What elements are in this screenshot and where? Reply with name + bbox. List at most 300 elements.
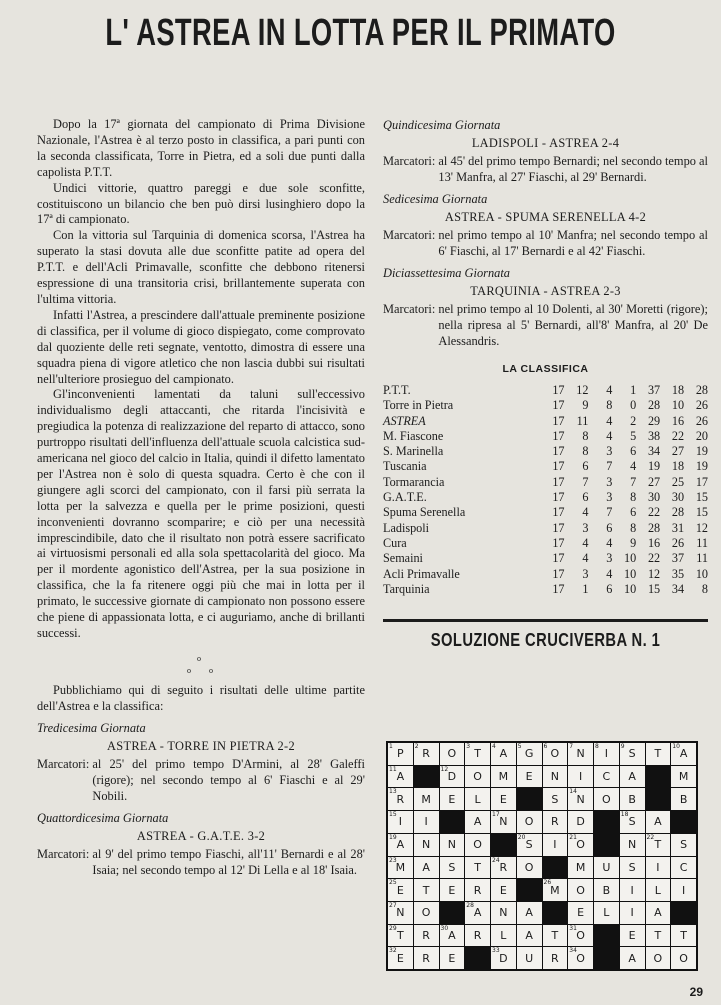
crossword-cell xyxy=(568,925,593,947)
crossword-letter: A xyxy=(628,951,636,965)
standings-value: 10 xyxy=(671,398,685,413)
standings-row xyxy=(383,459,708,474)
standings-value: 12 xyxy=(695,520,708,535)
matchday-title: Sedicesima Giornata xyxy=(383,192,488,206)
crossword-cell xyxy=(543,925,568,947)
crossword-cell xyxy=(671,857,696,879)
crossword-letter: E xyxy=(628,928,636,942)
crossword-clue-number: 9 xyxy=(620,743,625,750)
crossword-cell xyxy=(465,857,490,879)
crossword-cell xyxy=(388,743,413,765)
crossword-letter: L xyxy=(474,792,481,806)
standings-value: 17 xyxy=(552,398,565,413)
crossword-letter: I xyxy=(656,860,660,874)
crossword-letter: L xyxy=(654,883,661,897)
crossword-cell xyxy=(465,879,490,901)
scorers-label: Marcatori: xyxy=(37,846,90,861)
crossword-black-cell xyxy=(491,834,516,856)
crossword-black-cell xyxy=(414,766,439,788)
crossword-letter: T xyxy=(680,928,687,942)
standings-value: 38 xyxy=(647,428,661,443)
standings-value: 6 xyxy=(630,505,637,520)
scorers-text: nel primo tempo al 10' Manfra; nel secondo tempo al 6' Fiaschi, al 17' Bernardi e al 42' Fiaschi. xyxy=(438,228,708,258)
standings-value: 4 xyxy=(606,413,613,428)
standings-value: 17 xyxy=(552,581,565,596)
match-result: ASTREA - TORRE IN PIETRA 2-2 xyxy=(107,738,295,753)
crossword-cell xyxy=(388,925,413,947)
match-report xyxy=(383,265,708,349)
crossword-letter: A xyxy=(499,747,508,761)
standings-value: 20 xyxy=(695,428,708,443)
crossword-cell xyxy=(568,743,593,765)
standings-value: 10 xyxy=(624,551,637,566)
crossword-cell xyxy=(620,766,645,788)
page-number: 29 xyxy=(689,985,703,999)
crossword-letter: N xyxy=(576,792,585,806)
right-column xyxy=(383,117,708,651)
crossword-letter: E xyxy=(448,792,456,806)
crossword-cell xyxy=(620,857,645,879)
standings-value: 35 xyxy=(671,566,685,581)
standings-row xyxy=(383,475,708,490)
crossword-clue-number: 1 xyxy=(389,743,393,750)
standings-value: 17 xyxy=(552,551,565,566)
crossword-cell xyxy=(414,879,439,901)
crossword-cell xyxy=(517,834,542,856)
crossword-cell xyxy=(646,811,671,833)
crossword-cell xyxy=(620,788,645,810)
crossword-cell xyxy=(465,743,490,765)
crossword-cell xyxy=(646,879,671,901)
crossword-letter: M xyxy=(678,770,689,784)
crossword-clue-number: 10 xyxy=(672,743,680,750)
article-body xyxy=(37,117,365,642)
crossword-letter: N xyxy=(499,815,508,829)
standings-value: 3 xyxy=(606,474,613,489)
crossword-clue-number: 27 xyxy=(389,901,397,909)
crossword-letter: A xyxy=(525,906,533,920)
crossword-cell xyxy=(646,925,671,947)
standings-value: 10 xyxy=(624,566,637,581)
crossword-clue-number: 18 xyxy=(620,811,629,819)
crossword-letter: T xyxy=(474,747,481,761)
scorers xyxy=(37,846,365,878)
crossword-letter: O xyxy=(524,860,534,874)
crossword-letter: O xyxy=(421,906,431,920)
crossword-cell xyxy=(465,766,490,788)
crossword-letter: O xyxy=(447,747,457,761)
standings-value: 8 xyxy=(582,428,589,443)
crossword-black-cell xyxy=(517,879,542,901)
crossword-cell xyxy=(491,925,516,947)
match-report xyxy=(383,117,708,185)
crossword-cell xyxy=(414,857,439,879)
crossword-clue-number: 4 xyxy=(492,743,496,750)
crossword-cell xyxy=(465,902,490,924)
standings-value: 17 xyxy=(552,383,565,397)
scorers-label: Marcatori: xyxy=(37,756,90,771)
team-name: Semaini xyxy=(383,551,423,566)
standings-value: 30 xyxy=(647,490,661,505)
crossword-letter: U xyxy=(602,860,611,874)
standings-value: 4 xyxy=(606,566,613,581)
standings-value: 9 xyxy=(582,398,589,413)
article-paragraph: Gl'inconvenienti lamentati da taluni sull'eccessivo individualismo degli attaccanti, che ritarda l'incisività e pregiudica la potenza di realizzazione del reparto di attacco, sono purtroppo risultati dell'influenza dell'attuale scuola calcistica sud-americana nel gioco del calcio in Italia, quindi il difetto lamentato per l'Astrea non è solo di questa squadra. Certo è che con il giungere agli scorci del campionato, con il farsi più serrata la lotta per la salvezza e quella per le prime posizioni, questi inconvenienti dovranno scomparire; e ciò per una necessità imprescindibile, dato che il risultato non potrà essere sacrificato ai virtuosismi personali ed alla sola spettacolarità del gioco. Ma per il mordente agonistico dell'Astrea, per la sua posizione in classifica, che la fa ritenere oggi più che mai in lotta per il primato, le successive giornate di campionato non possono essere che piene di appassionata lotta, e ci auguriamo, anche di brillanti successi. xyxy=(37,387,365,640)
standings-row xyxy=(383,551,708,566)
crossword-clue-number: 2 xyxy=(414,743,419,750)
standings-value: 4 xyxy=(582,535,589,550)
standings-value: 22 xyxy=(671,428,685,443)
scorers-label: Marcatori: xyxy=(383,302,436,316)
crossword-black-cell xyxy=(594,925,619,947)
crossword-cell xyxy=(388,947,413,969)
crossword-cell xyxy=(671,788,696,810)
crossword-cell xyxy=(568,857,593,879)
standings-row xyxy=(383,444,708,459)
crossword-cell xyxy=(671,879,696,901)
crossword-clue-number: 29 xyxy=(389,924,397,932)
crossword-letter: N xyxy=(628,838,637,852)
crossword-cell xyxy=(620,947,645,969)
crossword-letter: R xyxy=(499,860,508,874)
crossword-cell xyxy=(440,857,465,879)
crossword-letter: R xyxy=(422,747,430,761)
crossword-cell xyxy=(414,788,439,810)
crossword-letter: M xyxy=(550,883,560,897)
crossword-clue-number: 19 xyxy=(389,833,397,841)
team-name: Cura xyxy=(383,535,407,550)
crossword-cell xyxy=(594,766,619,788)
crossword-cell xyxy=(440,834,465,856)
crossword-letter: O xyxy=(550,747,560,761)
crossword-cell xyxy=(517,925,542,947)
crossword-cell xyxy=(568,766,593,788)
separator-dot: o xyxy=(197,653,201,663)
standings-value: 22 xyxy=(647,505,661,520)
crossword-letter: U xyxy=(525,951,534,965)
left-column xyxy=(37,117,365,878)
crossword-cell xyxy=(491,947,516,969)
standings-value: 34 xyxy=(647,444,661,459)
crossword-letter: E xyxy=(396,883,404,897)
crossword-cell xyxy=(620,743,645,765)
crossword-black-cell xyxy=(465,947,490,969)
scorers-text: al 45' del primo tempo Bernardi; nel secondo tempo al 13' Manfra, al 27' Fiaschi, al 29' Bernardi. xyxy=(438,154,708,184)
crossword-letter: O xyxy=(473,838,482,852)
crossword-cell xyxy=(646,857,671,879)
crossword-letter: A xyxy=(473,815,482,829)
crossword-letter: D xyxy=(499,951,508,965)
crossword-grid xyxy=(386,741,698,971)
team-name: Torre in Pietra xyxy=(383,398,454,413)
standings-value: 2 xyxy=(630,413,637,428)
crossword-clue-number: 33 xyxy=(492,947,500,955)
crossword-cell xyxy=(543,834,568,856)
crossword-letter: R xyxy=(396,792,405,806)
standings-value: 12 xyxy=(576,383,589,397)
standings-value: 8 xyxy=(630,520,637,535)
standings-value: 11 xyxy=(696,535,708,550)
crossword-letter: A xyxy=(654,815,662,829)
standings-value: 17 xyxy=(552,428,565,443)
crossword-letter: M xyxy=(498,770,509,784)
standings-value: 8 xyxy=(630,490,637,505)
standings-value: 16 xyxy=(671,413,685,428)
crossword-clue-number: 30 xyxy=(440,924,449,932)
scorers xyxy=(383,227,708,259)
crossword-clue-number: 5 xyxy=(517,743,522,750)
crossword-letter: O xyxy=(576,951,585,965)
crossword-letter: S xyxy=(448,860,456,874)
scorers xyxy=(37,756,365,804)
match-result: LADISPOLI - ASTREA 2-4 xyxy=(471,136,620,150)
standings-value: 17 xyxy=(552,474,565,489)
matchday-title: Quattordicesima Giornata xyxy=(37,810,169,825)
crossword-cell xyxy=(491,766,516,788)
crossword-clue-number: 7 xyxy=(569,743,574,750)
crossword-cell xyxy=(388,902,413,924)
standings-value: 37 xyxy=(647,383,661,397)
crossword-cell xyxy=(671,947,696,969)
standings-value: 28 xyxy=(695,383,708,397)
crossword-letter: I xyxy=(630,906,634,920)
crossword-cell xyxy=(594,879,619,901)
standings-value: 19 xyxy=(647,459,661,474)
crossword-letter: A xyxy=(448,928,456,942)
crossword-black-cell xyxy=(440,902,465,924)
crossword-clue-number: 17 xyxy=(492,811,500,819)
crossword-cell xyxy=(594,857,619,879)
standings-table xyxy=(383,383,708,597)
crossword-letter: E xyxy=(525,770,533,784)
crossword-cell xyxy=(388,788,413,810)
match-report xyxy=(37,720,365,804)
crossword-cell xyxy=(620,811,645,833)
section-rule xyxy=(383,619,708,622)
scorers-text: nel primo tempo al 10 Dolenti, al 30' Moretti (rigore); nella ripresa al 5' Bernardi, all'8' Manfra, al 20' De Alessandris. xyxy=(438,302,708,348)
crossword-cell xyxy=(594,902,619,924)
crossword-cell xyxy=(491,902,516,924)
crossword-clue-number: 24 xyxy=(492,856,500,864)
standings-value: 31 xyxy=(671,520,685,535)
crossword-cell xyxy=(491,788,516,810)
crossword-cell xyxy=(491,857,516,879)
standings-value: 7 xyxy=(606,505,613,520)
crossword-cell xyxy=(491,811,516,833)
article-paragraph: Infatti l'Astrea, a prescindere dall'attuale preminente posizione di classifica, per il volume di gioco dispiegato, come comprovato dal quoziente delle reti segnate, ventotto, dimostra di essere una squadra piena di vigore atletico che non lascia dubbi sui risultati nell'ulteriore prosieguo del campionato. xyxy=(37,307,365,386)
team-name: Tormarancia xyxy=(383,474,445,489)
crossword-letter: N xyxy=(576,747,585,761)
crossword-letter: E xyxy=(499,792,507,806)
standings-value: 3 xyxy=(606,490,613,505)
crossword-letter: N xyxy=(422,838,431,852)
crossword-letter: D xyxy=(447,770,457,784)
crossword-cell xyxy=(414,834,439,856)
crossword-cell xyxy=(491,879,516,901)
crossword-cell xyxy=(671,834,696,856)
crossword-letter: G xyxy=(524,747,534,761)
crossword-letter: C xyxy=(602,770,611,784)
crossword-cell xyxy=(543,811,568,833)
crossword-cell xyxy=(414,902,439,924)
crossword-cell xyxy=(465,925,490,947)
standings-value: 7 xyxy=(630,474,637,489)
team-name: G.A.T.E. xyxy=(383,490,427,505)
crossword-letter: R xyxy=(422,951,430,965)
crossword-cell xyxy=(594,743,619,765)
standings-value: 11 xyxy=(696,551,708,566)
crossword-clue-number: 11 xyxy=(389,765,397,773)
crossword-clue-number: 32 xyxy=(389,947,397,955)
crossword-letter: R xyxy=(551,815,559,829)
scorers-label: Marcatori: xyxy=(383,228,436,242)
crossword-letter: T xyxy=(551,928,559,942)
standings-title: LA CLASSIFICA xyxy=(502,363,589,375)
crossword-letter: O xyxy=(602,792,611,806)
crossword-clue-number: 14 xyxy=(569,788,577,796)
standings-row xyxy=(383,414,708,429)
crossword-letter: L xyxy=(500,928,507,942)
crossword-cell xyxy=(620,925,645,947)
crossword-letter: N xyxy=(396,906,405,920)
crossword-cell xyxy=(568,834,593,856)
crossword-cell xyxy=(440,766,465,788)
standings-value: 17 xyxy=(552,459,565,474)
crossword-cell xyxy=(465,788,490,810)
crossword-cell xyxy=(491,743,516,765)
crossword-clue-number: 15 xyxy=(389,811,397,819)
crossword-cell xyxy=(568,902,593,924)
crossword-letter: N xyxy=(550,770,559,784)
article-paragraph: Con la vittoria sul Tarquinia di domenica scorsa, l'Astrea ha superato la stasi dovuta alle due sconfitte patite ad opera del P.T.T. e dell'Acli Primavalle, sconfitte che debbono ritenersi espressione di una transitoria crisi, brillantemente superata con l'ultima vittoria. xyxy=(37,228,365,306)
crossword-letter: A xyxy=(654,906,662,920)
matchday-title: Tredicesima Giornata xyxy=(37,720,146,735)
standings-value: 17 xyxy=(695,474,708,489)
crossword-title: SOLUZIONE CRUCIVERBA N. 1 xyxy=(430,630,661,651)
standings-value: 18 xyxy=(671,459,685,474)
crossword-cell xyxy=(440,743,465,765)
crossword-letter: N xyxy=(447,838,456,852)
standings-value: 28 xyxy=(647,398,661,413)
crossword-cell xyxy=(646,902,671,924)
team-name: P.T.T. xyxy=(383,383,411,397)
crossword-cell xyxy=(388,766,413,788)
team-name: Acli Primavalle xyxy=(383,566,460,581)
separator-dot: o xyxy=(209,665,213,675)
standings-row xyxy=(383,567,708,582)
crossword-cell xyxy=(414,925,439,947)
crossword-letter: E xyxy=(577,906,585,920)
team-name: M. Fiascone xyxy=(383,428,444,443)
crossword-letter: M xyxy=(395,860,406,874)
crossword-letter: O xyxy=(524,815,534,829)
crossword-letter: A xyxy=(525,928,533,942)
standings-value: 26 xyxy=(695,413,708,428)
standings-value: 29 xyxy=(647,413,661,428)
standings-row xyxy=(383,429,708,444)
crossword-cell xyxy=(568,811,593,833)
crossword-cell xyxy=(517,902,542,924)
crossword-letter: I xyxy=(398,815,402,829)
team-name: Spuma Serenella xyxy=(383,505,466,520)
crossword-cell xyxy=(517,947,542,969)
crossword-letter: C xyxy=(679,860,688,874)
crossword-letter: S xyxy=(628,860,636,874)
crossword-black-cell xyxy=(594,834,619,856)
crossword-letter: I xyxy=(604,747,608,761)
crossword-cell xyxy=(414,743,439,765)
crossword-letter: I xyxy=(553,838,557,852)
standings-value: 12 xyxy=(647,566,661,581)
crossword-cell xyxy=(517,811,542,833)
crossword-black-cell xyxy=(440,811,465,833)
crossword-letter: A xyxy=(473,906,482,920)
crossword-letter: O xyxy=(576,883,585,897)
crossword-letter: A xyxy=(396,770,405,784)
crossword-black-cell xyxy=(594,811,619,833)
standings-value: 15 xyxy=(647,581,661,596)
crossword-cell xyxy=(440,925,465,947)
crossword-cell xyxy=(414,947,439,969)
crossword-letter: A xyxy=(679,747,688,761)
crossword-cell xyxy=(568,947,593,969)
crossword-letter: A xyxy=(628,770,636,784)
results-intro: Pubblichiamo qui di seguito i risultati delle ultime partite dell'Astrea e la classifica: xyxy=(37,682,365,713)
article-paragraph: Undici vittorie, quattro pareggi e due sole sconfitte, costituiscono un bilancio che ben può dirsi lusinghiero dopo la 17ª di campionato. xyxy=(37,180,365,227)
crossword-letter: A xyxy=(396,838,405,852)
crossword-letter: M xyxy=(575,860,586,874)
crossword-letter: B xyxy=(602,883,611,897)
crossword-letter: I xyxy=(682,883,686,897)
crossword-letter: T xyxy=(474,860,481,874)
standings-value: 26 xyxy=(695,398,708,413)
match-result: TARQUINIA - ASTREA 2-3 xyxy=(470,284,621,298)
page-title: L' ASTREA IN LOTTA PER IL PRIMATO xyxy=(105,12,616,54)
crossword-clue-number: 34 xyxy=(569,947,577,955)
article-paragraph: Dopo la 17ª giornata del campionato di Prima Divisione Nazionale, l'Astrea è al terzo posto in classifica, a pari punti con la seconda classificata, Torre in Pietra, ed a soli due punti dalla capolista P.T.T. xyxy=(37,117,365,179)
standings-value: 17 xyxy=(552,566,565,581)
crossword-letter: O xyxy=(679,951,688,965)
crossword-cell xyxy=(517,766,542,788)
standings-value: 7 xyxy=(606,459,613,474)
crossword-cell xyxy=(543,879,568,901)
standings-value: 15 xyxy=(695,490,708,505)
crossword-letter: E xyxy=(499,883,507,897)
match-result: ASTREA - G.A.T.E. 3-2 xyxy=(136,828,266,843)
team-name: Tuscania xyxy=(383,459,427,474)
standings-value: 4 xyxy=(606,535,613,550)
standings-value: 3 xyxy=(582,520,589,535)
crossword-black-cell xyxy=(671,811,696,833)
team-name: S. Marinella xyxy=(383,444,444,459)
crossword-clue-number: 25 xyxy=(389,879,397,887)
standings-value: 26 xyxy=(671,535,685,550)
section-separator xyxy=(37,642,365,682)
crossword-clue-number: 6 xyxy=(543,743,548,750)
crossword-letter: R xyxy=(551,951,559,965)
crossword-cell xyxy=(568,879,593,901)
standings-value: 1 xyxy=(630,383,637,397)
standings-value: 28 xyxy=(647,520,661,535)
crossword-letter: A xyxy=(422,860,430,874)
standings-value: 6 xyxy=(582,459,589,474)
crossword-clue-number: 12 xyxy=(440,765,449,773)
standings-value: 19 xyxy=(695,459,708,474)
crossword-letter: E xyxy=(448,883,456,897)
crossword-cell xyxy=(620,834,645,856)
crossword-cell xyxy=(465,834,490,856)
crossword-cell xyxy=(388,834,413,856)
